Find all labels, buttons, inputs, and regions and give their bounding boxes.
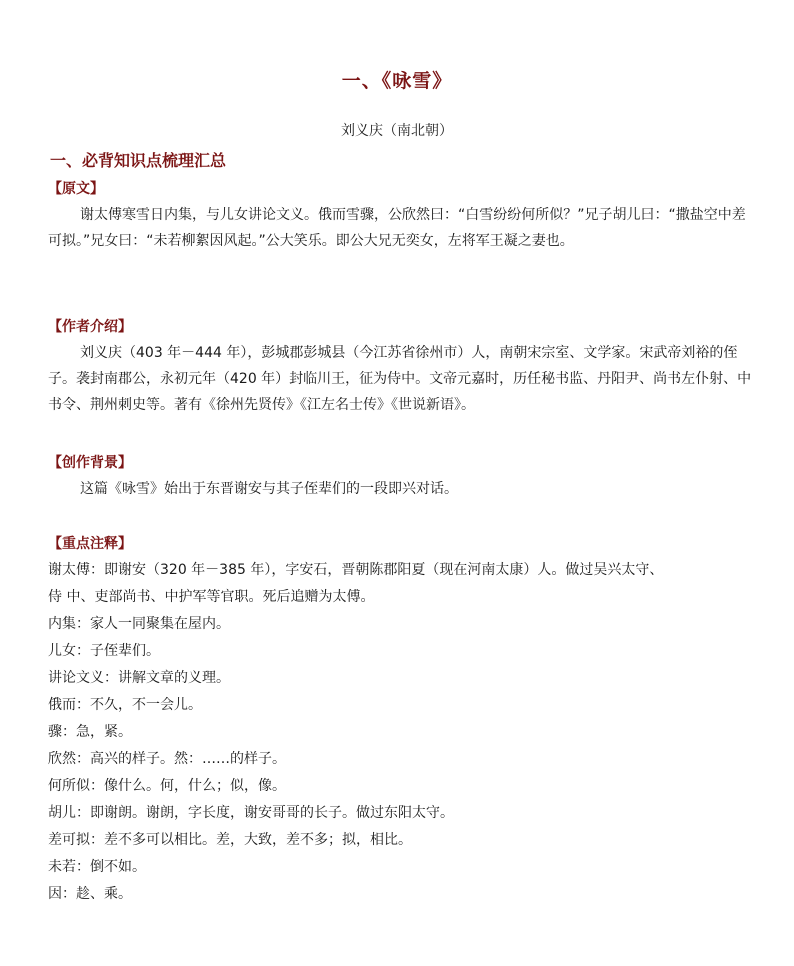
zuozhe-label: 【作者介绍】	[48, 319, 132, 335]
note-line: 侍 中、吏部尚书、中护军等官职。死后追赠为太傅。	[48, 589, 375, 605]
beijing-label: 【创作背景】	[48, 455, 132, 471]
note-line: 未若：倒不如。	[48, 859, 146, 875]
note-line: 骤：急，紧。	[48, 724, 132, 740]
note-line: 讲论文义：讲解文章的义理。	[48, 670, 230, 686]
zhushi-label: 【重点注释】	[48, 536, 132, 552]
yuanwen-label: 【原文】	[48, 181, 104, 197]
note-line: 胡儿：即谢朗。谢朗，字长度，谢安哥哥的长子。做过东阳太守。	[48, 805, 454, 821]
beijing-text: 这篇《咏雪》始出于东晋谢安与其子侄辈们的一段即兴对话。	[80, 481, 458, 497]
note-line: 因：趁、乘。	[48, 886, 132, 902]
note-line: 何所似：像什么。何，什么；似，像。	[48, 778, 286, 794]
note-line: 儿女：子侄辈们。	[48, 643, 160, 659]
note-line: 俄而：不久，不一会儿。	[48, 697, 202, 713]
note-line: 差可拟：差不多可以相比。差，大致，差不多；拟，相比。	[48, 832, 412, 848]
zuozhe-text: 刘义庆（403 年－444 年），彭城郡彭城县（今江苏省徐州市）人，南朝宋宗室、文学家。宋武帝刘裕的侄子。袭封南郡公，永初元年（420 年）封临川王，征为侍中。文帝元嘉时，历任秘书监、丹阳尹、尚书左仆射、中书令、荆州刺史等。著有《徐州先贤传》《江左名士传》《世说新语》。	[48, 345, 752, 413]
note-line: 欣然：高兴的样子。然：……的样子。	[48, 751, 286, 767]
author-line: 刘义庆（南北朝）	[341, 123, 453, 139]
page-title: 一、《咏雪》	[341, 70, 453, 92]
note-line: 谢太傅：即谢安（320 年－385 年），字安石，晋朝陈郡阳夏（现在河南太康）人。做过吴兴太守、	[48, 562, 664, 578]
note-line: 内集：家人一同聚集在屋内。	[48, 616, 230, 632]
yuanwen-text: 谢太傅寒雪日内集，与儿女讲论文义。俄而雪骤，公欣然曰：“白雪纷纷何所似？”兄子胡儿曰：“撒盐空中差可拟。”兄女曰：“未若柳絮因风起。”公大笑乐。即公大兄无奕女，左将军王凝之妻也。	[48, 207, 746, 249]
section-heading: 一、必背知识点梳理汇总	[50, 151, 227, 170]
